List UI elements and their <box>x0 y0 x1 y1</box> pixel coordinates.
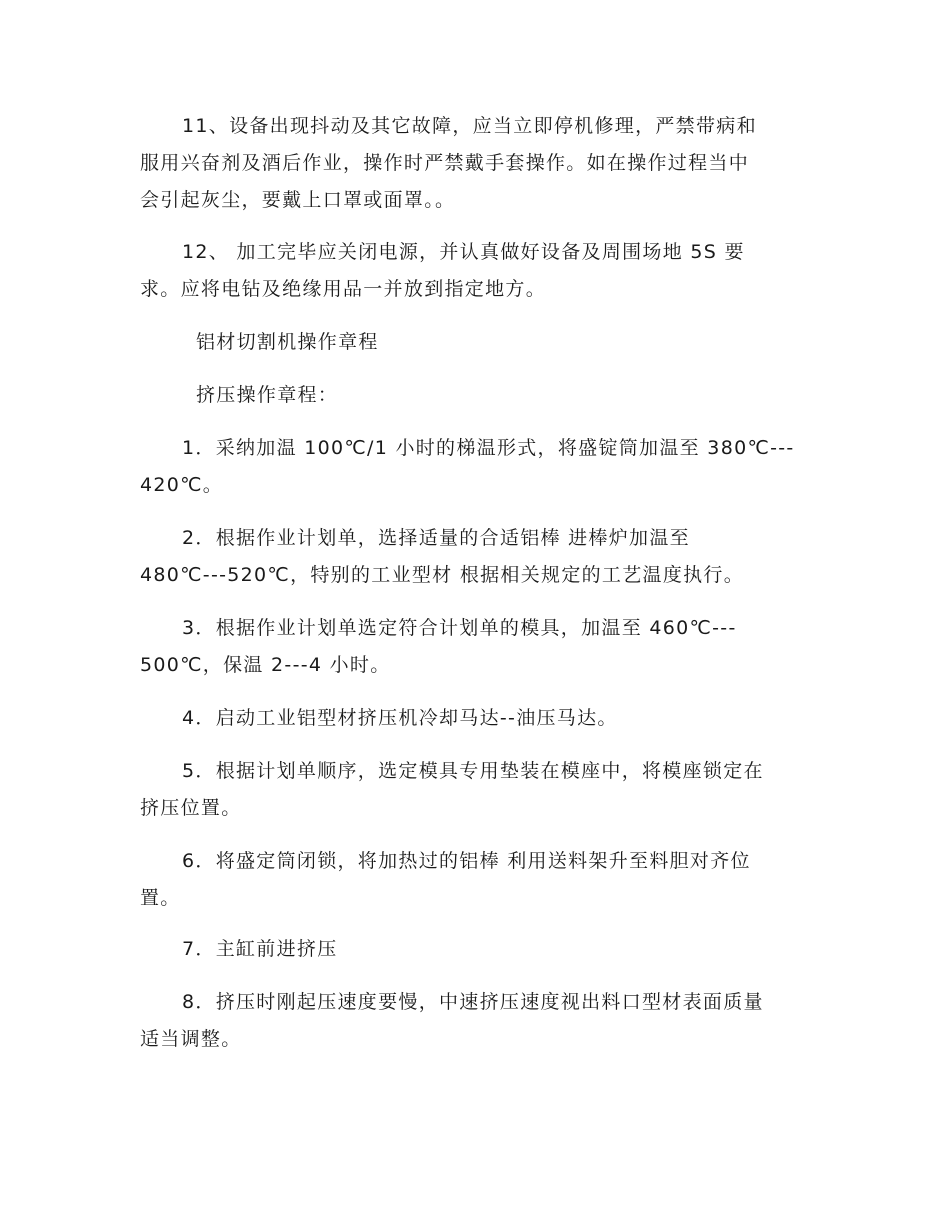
paragraph-item-12 <box>140 234 810 308</box>
paragraph-line: 500℃，保温 2---4 小时。 <box>140 654 391 676</box>
paragraph-line: 11、设备出现抖动及其它故障，应当立即停机修理，严禁带病和 <box>182 115 757 137</box>
paragraph-line: 7．主缸前进挤压 <box>182 938 338 960</box>
paragraph-line: 4．启动工业铝型材挤压机冷却马达--油压马达。 <box>182 707 618 729</box>
paragraph-line: 3．根据作业计划单选定符合计划单的模具，加温至 460℃--- <box>182 617 737 639</box>
step-item-3 <box>140 610 810 684</box>
section-heading-cutting-machine <box>140 324 810 361</box>
paragraph-line: 适当调整。 <box>140 1028 242 1050</box>
heading-text: 挤压操作章程： <box>196 384 339 406</box>
heading-text: 铝材切割机操作章程 <box>196 331 379 353</box>
paragraph-line: 会引起灰尘，要戴上口罩或面罩。。 <box>140 189 456 211</box>
step-item-8 <box>140 984 810 1058</box>
paragraph-line: 420℃。 <box>140 474 224 496</box>
paragraph-line: 挤压位置。 <box>140 797 242 819</box>
paragraph-item-11 <box>140 108 810 219</box>
paragraph-line: 8．挤压时刚起压速度要慢，中速挤压速度视出料口型材表面质量 <box>182 991 764 1013</box>
paragraph-line: 求。应将电钻及绝缘用品一并放到指定地方。 <box>140 278 547 300</box>
step-item-6 <box>140 843 810 917</box>
paragraph-line: 2．根据作业计划单，选择适量的合适铝棒 进棒炉加温至 <box>182 527 690 549</box>
paragraph-line: 6．将盛定筒闭锁，将加热过的铝棒 利用送料架升至料胆对齐位 <box>182 850 751 872</box>
section-heading-extrusion <box>140 377 810 414</box>
paragraph-line: 480℃---520℃，特别的工业型材 根据相关规定的工艺温度执行。 <box>140 564 745 586</box>
step-item-4 <box>140 700 810 737</box>
step-item-1 <box>140 430 810 504</box>
paragraph-line: 5．根据计划单顺序，选定模具专用垫装在模座中，将模座锁定在 <box>182 760 764 782</box>
paragraph-line: 服用兴奋剂及酒后作业，操作时严禁戴手套操作。如在操作过程当中 <box>140 152 750 174</box>
step-item-5 <box>140 753 810 827</box>
step-item-7 <box>140 931 810 968</box>
paragraph-line: 12、 加工完毕应关闭电源，并认真做好设备及周围场地 5S 要 <box>182 241 745 263</box>
paragraph-line: 置。 <box>140 887 181 909</box>
paragraph-line: 1．采纳加温 100℃/1 小时的梯温形式，将盛锭筒加温至 380℃--- <box>182 437 795 459</box>
step-item-2 <box>140 520 810 594</box>
